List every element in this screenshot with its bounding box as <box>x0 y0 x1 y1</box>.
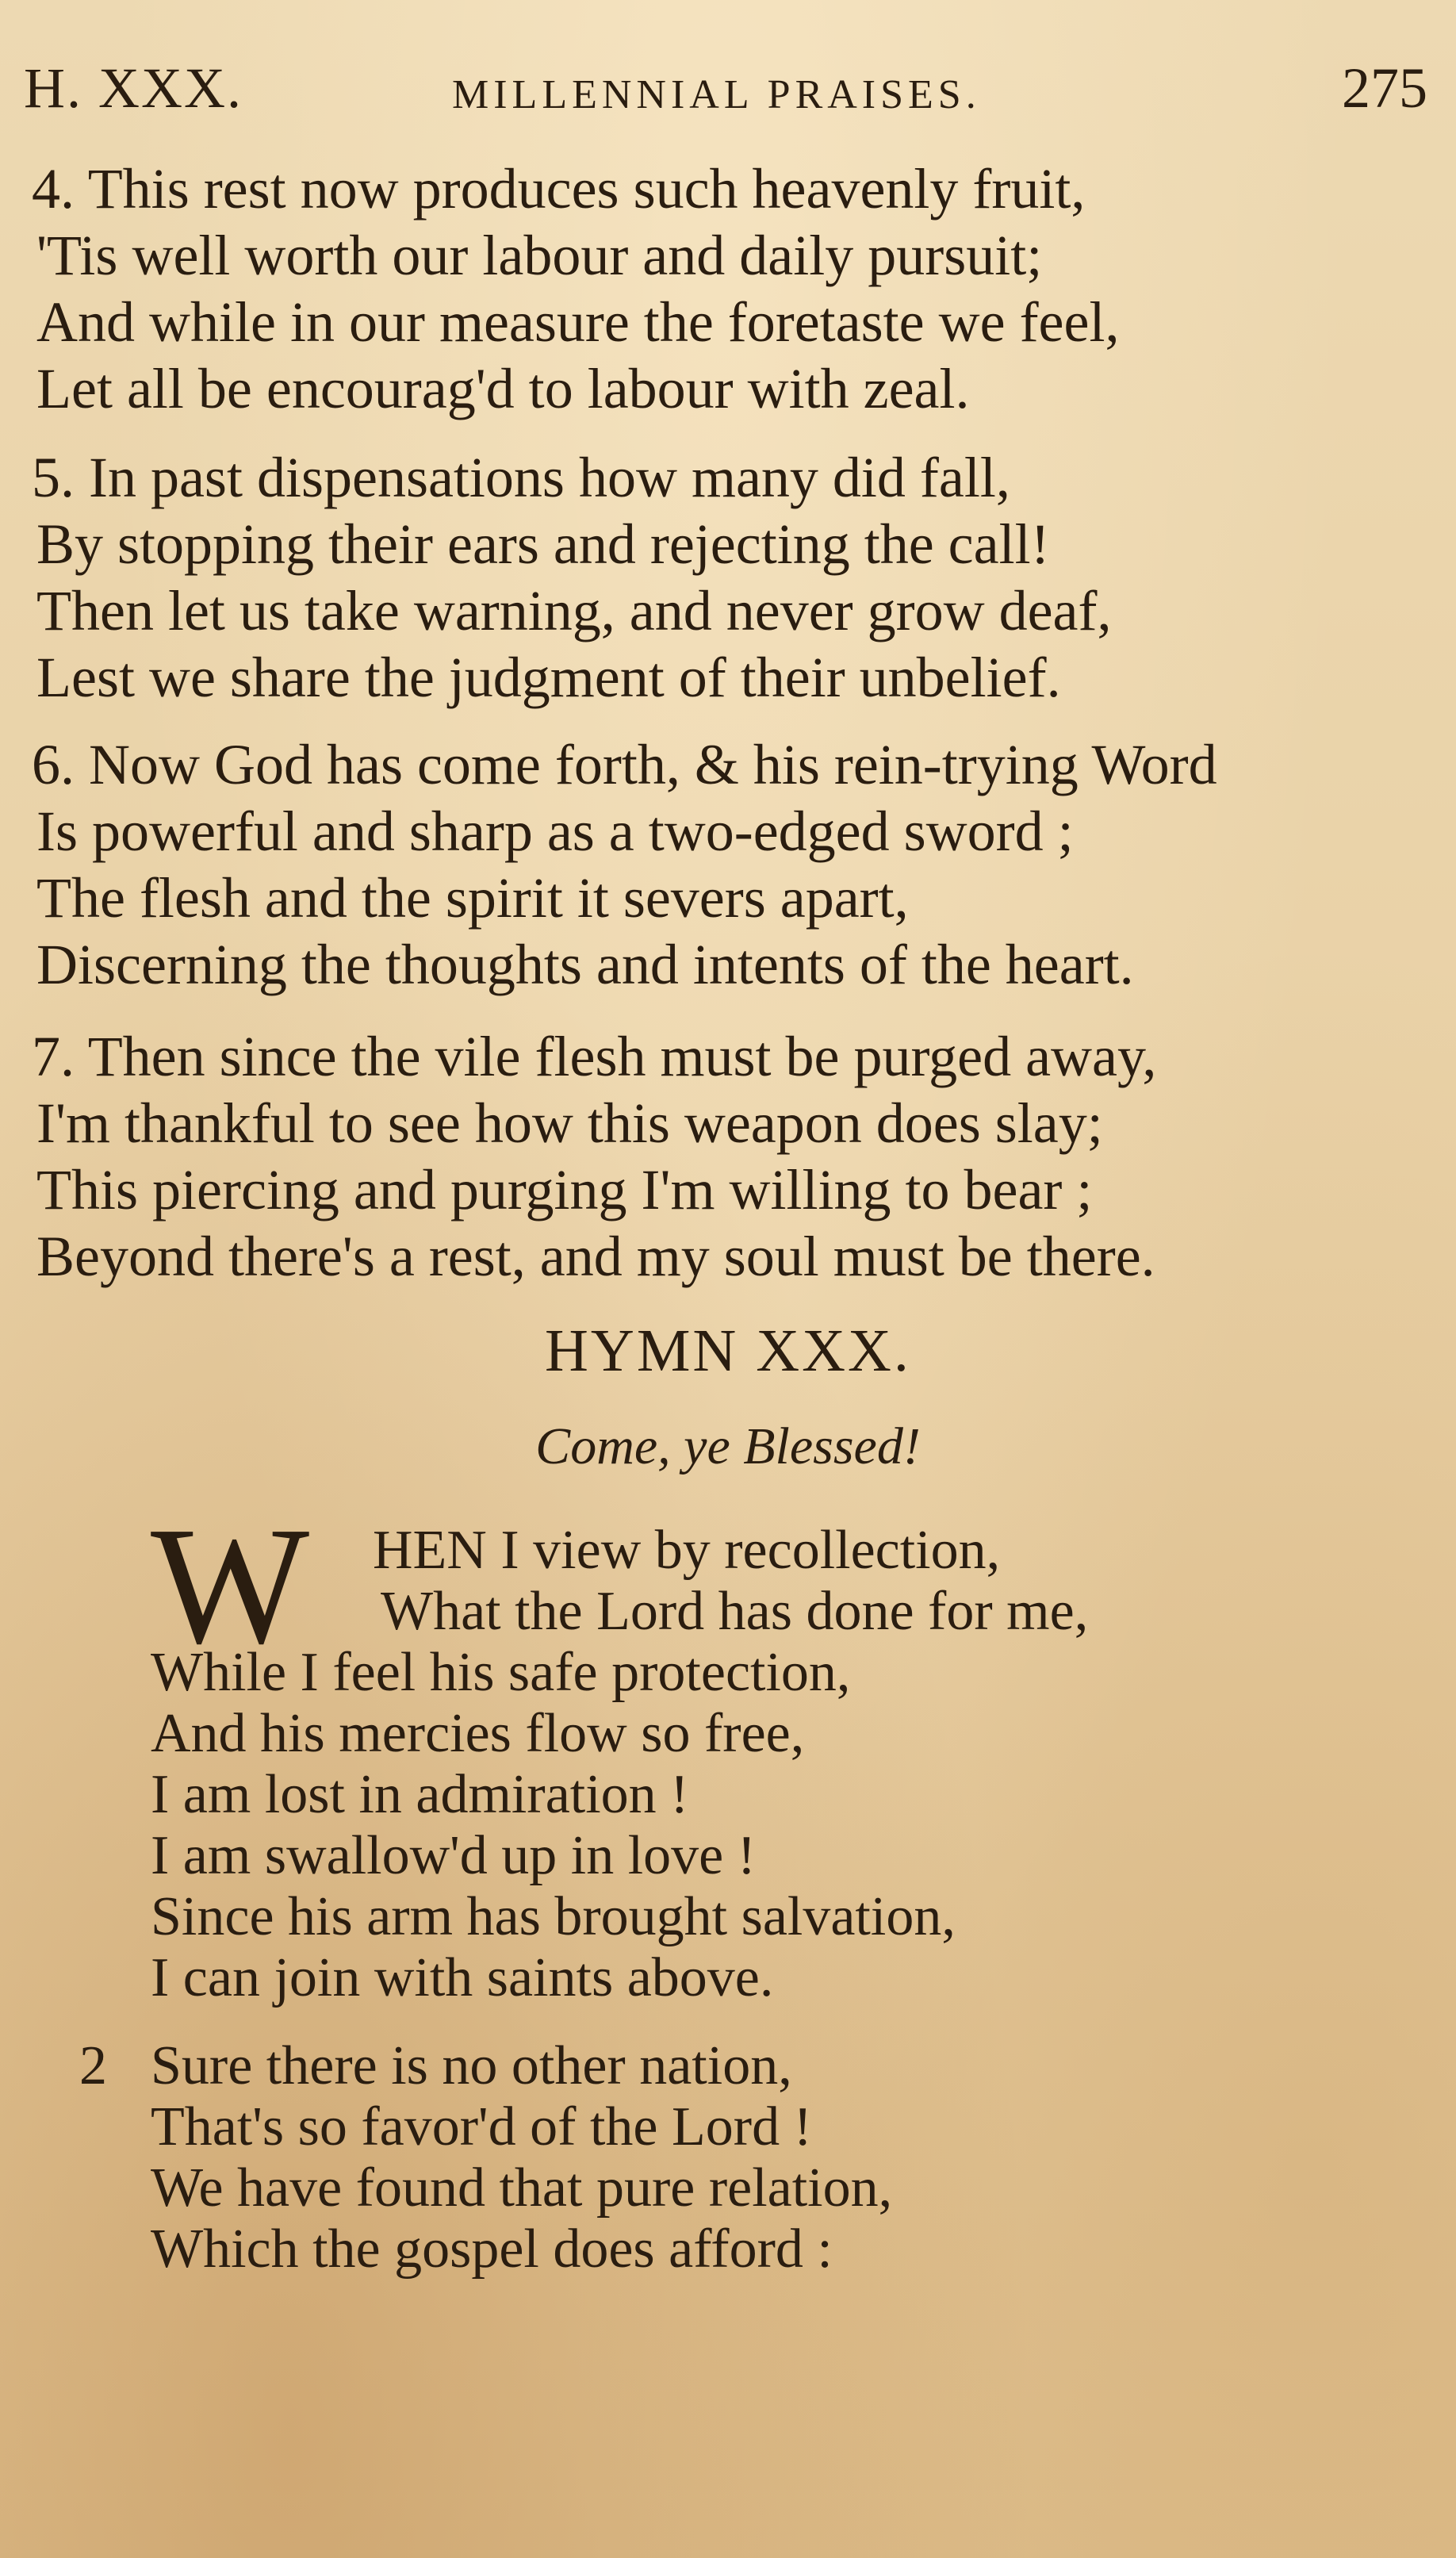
verse-number: 7. <box>32 1025 75 1088</box>
stanza-number: 2 <box>79 2035 107 2096</box>
stanza-line: We have found that pure relation, <box>151 2157 893 2219</box>
stanza-line: Since his arm has brought salvation, <box>151 1886 956 1947</box>
stanza-line: And his mercies flow so free, <box>151 1703 805 1764</box>
stanza-line: I am lost in admiration ! <box>151 1764 689 1825</box>
verse-6 <box>32 731 1435 998</box>
verse-line: 5. In past dispensations how many did fall, <box>32 446 1010 509</box>
verse-line: By stopping their ears and rejecting the call! <box>36 512 1050 576</box>
verse-line: I'm thankful to see how this weapon does slay; <box>36 1091 1103 1155</box>
page-number: 275 <box>1342 56 1427 120</box>
hymn-section-label: H. XXX. <box>24 56 243 120</box>
verse-line: 6. Now God has come forth, & his rein-trying Word <box>32 733 1217 796</box>
verse-4 <box>32 155 1435 422</box>
verse-line: This piercing and purging I'm willing to bear ; <box>36 1158 1093 1221</box>
verse-line: 'Tis well worth our labour and daily pursuit; <box>36 224 1043 287</box>
verse-line: Then let us take warning, and never grow deaf, <box>36 579 1112 642</box>
verse-line: Is powerful and sharp as a two-edged sword ; <box>36 800 1074 863</box>
stanza-line: What the Lord has done for me, <box>381 1581 1089 1642</box>
running-head <box>24 56 1427 127</box>
verse-line: Lest we share the judgment of their unbelief. <box>36 646 1061 709</box>
book-title: MILLENNIAL PRAISES. <box>452 72 981 117</box>
verse-line: 4. This rest now produces such heavenly fruit, <box>32 157 1086 221</box>
hymn-stanza-1 <box>151 1520 1420 2008</box>
stanza-lines <box>151 2035 892 2280</box>
verse-line: The flesh and the spirit it severs apart, <box>36 866 909 930</box>
stanza-line: I am swallow'd up in love ! <box>151 1825 757 1886</box>
verse-line: Beyond there's a rest, and my soul must be there. <box>36 1225 1155 1288</box>
verse-line: Let all be encourag'd to labour with zeal. <box>36 357 970 420</box>
verse-line: And while in our measure the foretaste we feel, <box>36 290 1120 354</box>
verse-number: 5. <box>32 446 75 509</box>
drop-cap-letter: W <box>151 1492 310 1678</box>
stanza-line: I can join with saints above. <box>151 1947 774 2008</box>
stanza-line: Which the gospel does afford : <box>151 2219 833 2280</box>
verse-5 <box>32 444 1435 711</box>
stanza-line: While I feel his safe protection, <box>151 1642 851 1703</box>
stanza-line: Sure there is no other nation, <box>151 2035 792 2096</box>
verse-number: 6. <box>32 733 75 796</box>
verse-number: 4. <box>32 157 75 221</box>
stanza-line: That's so favor'd of the Lord ! <box>151 2096 812 2157</box>
verse-line: Discerning the thoughts and intents of the heart. <box>36 933 1134 996</box>
hymn-subtitle: Come, ye Blessed! <box>535 1417 921 1475</box>
hymn-title: HYMN XXX. <box>545 1317 911 1384</box>
verse-line: 7. Then since the vile flesh must be purged away, <box>32 1025 1157 1088</box>
verse-7 <box>32 1023 1435 1290</box>
stanza-line: HEN I view by recollection, <box>373 1520 1001 1581</box>
